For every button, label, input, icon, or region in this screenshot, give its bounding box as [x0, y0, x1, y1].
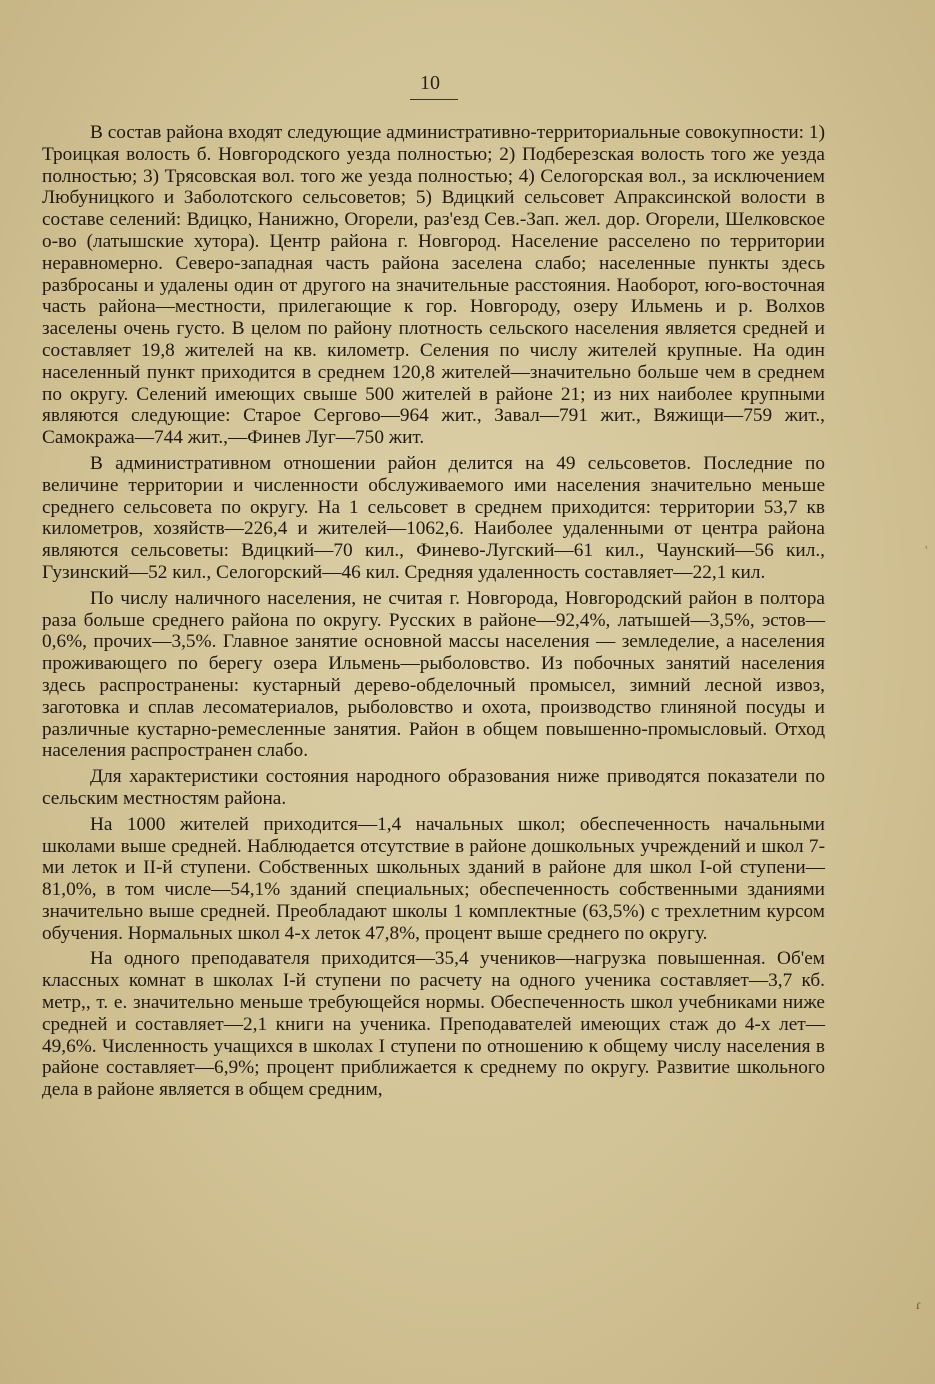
- paragraph-administrative-division: В административном отношении район делится на 49 сельсоветов. Последние по величине территории и численности обслуживаемого ими населения значительно меньше среднего сельсовета по округу. На 1 сельсовет в среднем приходится: территории 53,7 кв километров, хозяйств—226,4 и жителей—1062,6. Наиболее удаленными от центра района являются сельсоветы: Вдицкий—70 кил., Финево-Лугский—61 кил., Чаунский—56 кил., Гузинский—52 кил., Селогорский—46 кил. Средняя удаленность составляет—22,1 кил.: [42, 452, 825, 583]
- page-number: 10: [420, 72, 440, 94]
- margin-mark: ɾ: [916, 1298, 921, 1313]
- paragraph-schools: На 1000 жителей приходится—1,4 начальных школ; обеспеченность начальными школами выше средней. Наблюдается отсутствие в районе дошкольных учреждений и школ 7-ми леток и II-й ступени. Собственных школьных зданий в районе для школ I-ой ступени—81,0%, в том числе—54,1% зданий специальных; обеспеченность собственными зданиями значительно выше средней. Преобладают школы 1 комплектные (63,5%) с трехлетним курсом обучения. Нормальных школ 4-х леток 47,8%, процент выше среднего по округу.: [42, 813, 825, 944]
- paragraph-education-intro: Для характеристики состояния народного образования ниже приводятся показатели по сельским местностям района.: [42, 766, 825, 809]
- page-number-rule: [410, 99, 458, 100]
- paragraph-teachers: На одного преподавателя приходится—35,4 учеников—нагрузка повышенная. Об'ем классных комнат в школах I-й ступени по расчету на одного ученика составляет—3,7 кб. метр,, т. е. значительно меньше требующейся нормы. Обеспеченность школ учебниками ниже средней и составляет—2,1 книги на ученика. Преподавателей имеющих стаж до 4-х лет—49,6%. Численность учащихся в школах I ступени по отношению к общему числу населения в районе составляет—6,9%; процент приближается к среднему по округу. Развитие школьного дела в районе является в общем средним,: [42, 948, 825, 1101]
- paragraph-district-composition: В состав района входят следующие административно-территориальные совокупности: 1) Троицкая волость б. Новгородского уезда полностью; 2) Подберезская волость того же уезда полностью; 3) Трясовская вол. того же уезда полностью; 4) Селогорская вол., за исключением Любуницкого и Заболотского сельсоветов; 5) Вдицкий сельсовет Апраксинской волости в составе селений: Вдицко, Нанижно, Огорели, раз'езд Сев.-Зап. жел. дор. Огорели, Шелковское о-во (латышские хутора). Центр района г. Новгород. Население расселено по территории неравномерно. Северо-западная часть района заселена слабо; населенные пункты здесь разбросаны и удалены один от другого на значительные расстояния. Наоборот, юго-восточная часть района—местности, прилегающие к гор. Новгороду, озеру Ильмень и р. Волхов заселены очень густо. В целом по району плотность сельского населения является средней и составляет 19,8 жителей на кв. километр. Селения по числу жителей крупные. На один населенный пункт приходится в среднем 120,8 жителей—значительно больше чем в среднем по округу. Селений имеющих свыше 500 жителей в районе 21; из них наиболее крупными являются следующие: Старое Сергово—964 жит., Завал—791 жит., Вяжищи—759 жит., Самокража—744 жит.,—Финев Луг—750 жит.: [42, 122, 825, 449]
- paragraph-population: По числу наличного населения, не считая г. Новгорода, Новгородский район в полтора раза больше среднего района по округу. Русских в районе—92,4%, латышей—3,5%, эстов—0,6%, прочих—3,5%. Главное занятие основной массы населения — земледелие, а населения проживающего по берегу озера Ильмень—рыболовство. Из побочных занятий населения здесь распространены: кустарный дерево-обделочный промысел, зимний лесной извоз, заготовка и сплав лесоматериалов, рыболовство и охота, производство глиняной посуды и различные кустарно-ремесленные занятия. Район в общем повышенно-промысловый. Отход населения распространен слабо.: [42, 587, 825, 762]
- margin-mark: ʿ: [924, 545, 929, 560]
- body-text: [42, 122, 825, 1105]
